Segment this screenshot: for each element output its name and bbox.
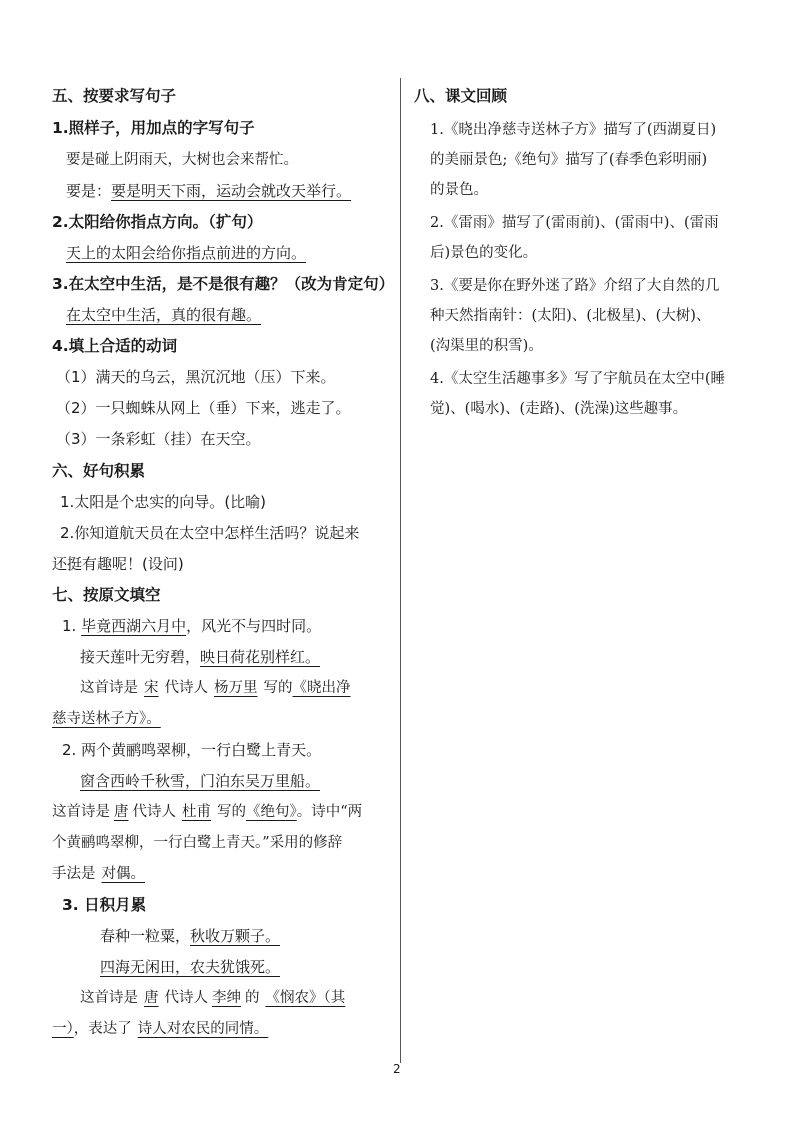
poem2-line-2: 窗含西岭千秋雪，门泊东吴万里船。 bbox=[80, 772, 321, 790]
q1-answer-prefix: 要是： bbox=[66, 182, 112, 200]
poem1-dynasty: 宋 bbox=[144, 680, 159, 696]
r3-line-3: (沟渠里的积雪)。 bbox=[430, 338, 543, 354]
poem2-line-5 bbox=[52, 864, 151, 884]
poem1-text-1: ，风光不与四时同。 bbox=[186, 617, 322, 635]
poem1-text-2: 接天莲叶无穷碧， bbox=[80, 648, 201, 666]
poem2-poet: 杜甫 bbox=[182, 804, 211, 820]
r1-line-2: 的美丽景色;《绝句》描写了(春季色彩明丽) bbox=[430, 152, 708, 168]
poem2-title: 《绝句》 bbox=[246, 804, 297, 820]
poem1-blank-2: 映日荷花别样红。 bbox=[200, 648, 321, 666]
poem3-line-1 bbox=[100, 926, 280, 946]
q3-title: 3.在太空中生活，是不是很有趣？（改为肯定句） bbox=[52, 275, 395, 293]
r1-line-3: 的景色。 bbox=[430, 182, 488, 198]
text: 写的 bbox=[217, 804, 246, 820]
section-6-title: 六、好句积累 bbox=[52, 462, 146, 480]
q1-example: 要是碰上阴雨天，大树也会来帮忙。 bbox=[66, 152, 298, 168]
poem3-dynasty: 唐 bbox=[144, 990, 159, 1006]
poem1-line-2 bbox=[80, 647, 320, 667]
poem3-line-4 bbox=[52, 1019, 268, 1039]
r1-line-1: 1.《晓出净慈寺送林子方》描写了(西湖夏日) bbox=[430, 122, 717, 138]
text: 代诗人 bbox=[132, 804, 176, 820]
text: 代诗人 bbox=[164, 680, 208, 696]
section-5-title: 五、按要求写句子 bbox=[52, 87, 177, 105]
text: 。诗中“两 bbox=[296, 804, 363, 820]
r4-line-2: 觉)、(喝水)、(走路)、(洗澡)这些趣事。 bbox=[430, 401, 688, 417]
poem2-line-3 bbox=[52, 802, 362, 822]
section-8-title: 八、课文回顾 bbox=[414, 87, 508, 105]
r3-line-2: 种天然指南针：(太阳)、(北极星)、(大树)、 bbox=[430, 308, 711, 324]
poem3-theme: 诗人对农民的同情。 bbox=[137, 1021, 269, 1037]
q4-line-1: （1）满天的乌云，黑沉沉地（压）下来。 bbox=[56, 368, 336, 386]
page-number: 2 bbox=[393, 1062, 401, 1076]
q4-line-2: （2）一只蜘蛛从网上（垂）下来，逃走了。 bbox=[56, 399, 351, 417]
poem3-title: 《悯农》（其 bbox=[265, 990, 346, 1006]
poem1-blank-1: 毕竟西湖六月中 bbox=[81, 617, 187, 635]
text: 写的 bbox=[263, 680, 293, 696]
text: 这首诗是 bbox=[80, 990, 138, 1006]
s6-line-1: 1.太阳是个忠实的向导。(比喻) bbox=[60, 493, 267, 511]
s6-line-2: 2.你知道航天员在太空中怎样生活吗？说起来 bbox=[60, 524, 360, 542]
q1-answer-line bbox=[66, 181, 351, 201]
r4-line-1: 4.《太空生活趣事多》写了宇航员在太空中(睡 bbox=[430, 371, 725, 387]
poem2-rhetoric: 对偶。 bbox=[101, 866, 145, 882]
poem2-line-4: 个黄鹂鸣翠柳，一行白鹭上青天。”采用的修辞 bbox=[52, 835, 343, 851]
text: ，表达了 bbox=[73, 1021, 132, 1037]
text: 一） bbox=[52, 1021, 74, 1037]
poem2-line-1: 2. 两个黄鹂鸣翠柳，一行白鹭上青天。 bbox=[62, 741, 322, 759]
q1-answer: 要是明天下雨，运动会就改天举行。 bbox=[111, 182, 352, 200]
q4-line-3: （3）一条彩虹（挂）在天空。 bbox=[56, 430, 261, 448]
poem3-line-3 bbox=[80, 988, 345, 1008]
q1-title: 1.照样子，用加点的字写句子 bbox=[52, 119, 255, 137]
poem1-line-3 bbox=[80, 678, 351, 698]
r3-line-1: 3.《要是你在野外迷了路》介绍了大自然的几 bbox=[430, 278, 720, 294]
q2-answer: 天上的太阳会给你指点前进的方向。 bbox=[66, 244, 307, 262]
q3-answer: 在太空中生活，真的很有趣。 bbox=[66, 306, 262, 324]
poem3-line-2: 四海无闲田，农夫犹饿死。 bbox=[100, 958, 281, 976]
poem1-number: 1. bbox=[62, 617, 82, 635]
q4-title: 4.填上合适的动词 bbox=[52, 337, 178, 355]
r2-line-2: 后)景色的变化。 bbox=[430, 245, 538, 261]
text: 春种一粒粟， bbox=[100, 927, 191, 945]
column-divider bbox=[400, 78, 401, 1063]
poem1-poet: 杨万里 bbox=[214, 680, 258, 696]
poem3-blank-1: 秋收万颗子。 bbox=[190, 927, 281, 945]
s6-line-3: 还挺有趣呢！(设问) bbox=[52, 555, 184, 573]
poem3-title: 3. 日积月累 bbox=[62, 896, 147, 914]
poem1-line-1 bbox=[62, 616, 321, 636]
poem1-title: 《晓出净 bbox=[292, 680, 351, 696]
poem2-dynasty: 唐 bbox=[114, 804, 129, 820]
poem1-line-4: 慈寺送林子方》。 bbox=[52, 711, 161, 727]
text: 这首诗是 bbox=[52, 804, 110, 820]
text: 的 bbox=[245, 990, 260, 1006]
text: 手法是 bbox=[52, 866, 96, 882]
text: 这首诗是 bbox=[80, 680, 138, 696]
text: 代诗人 bbox=[164, 990, 208, 1006]
q2-title: 2.太阳给你指点方向。（扩句） bbox=[52, 213, 263, 231]
r2-line-1: 2.《雷雨》描写了(雷雨前)、(雷雨中)、(雷雨 bbox=[430, 215, 719, 231]
poem3-poet: 李绅 bbox=[212, 990, 241, 1006]
section-7-title: 七、按原文填空 bbox=[52, 586, 161, 604]
